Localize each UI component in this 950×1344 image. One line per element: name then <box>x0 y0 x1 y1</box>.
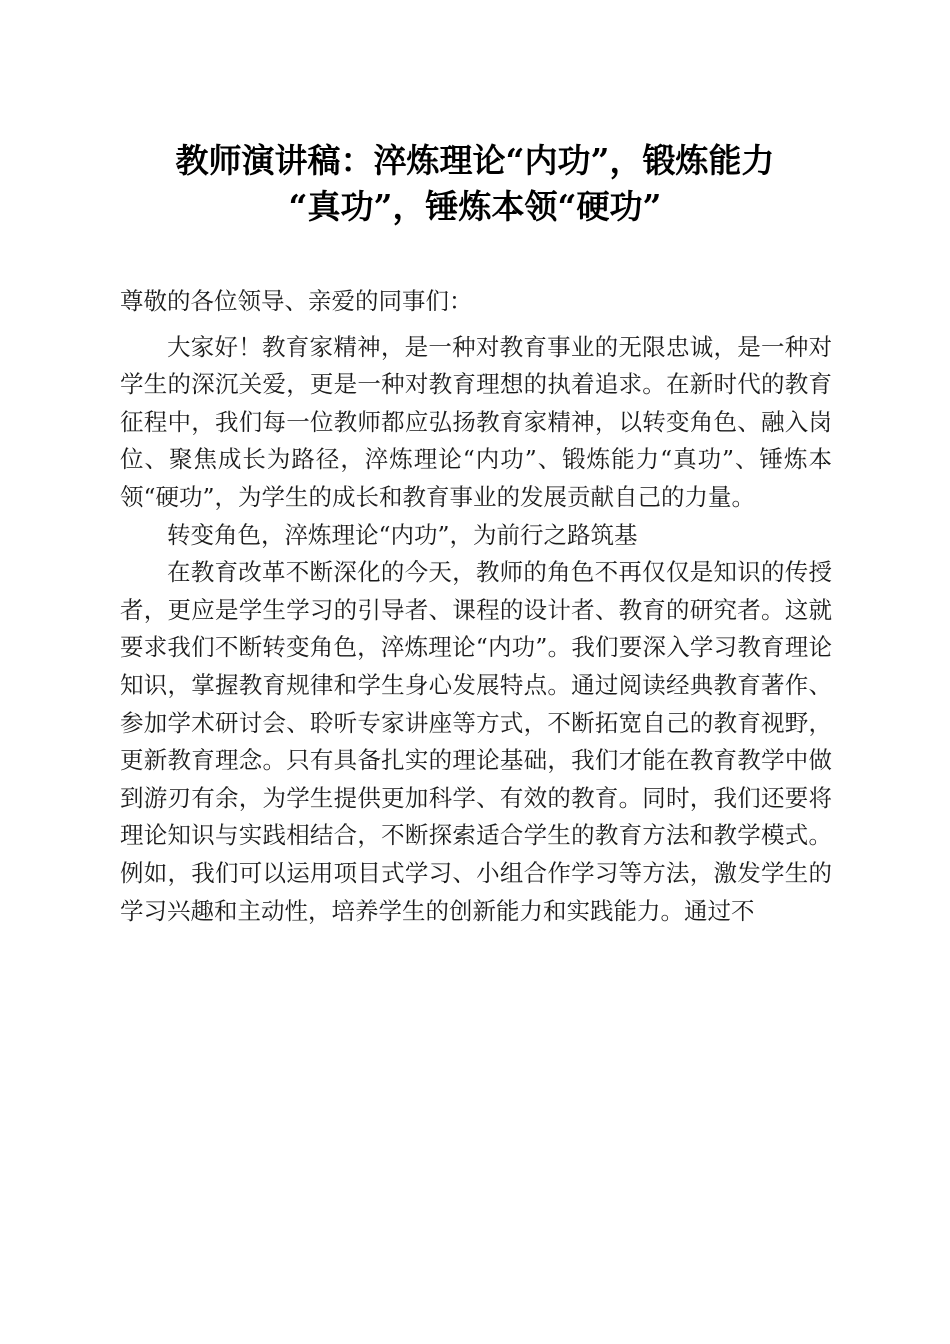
section-heading: 转变角色，淬炼理论“内功”，为前行之路筑基 <box>167 520 638 549</box>
paragraph-body: 在教育改革不断深化的今天，教师的角色不再仅仅是知识的传授者，更应是学生学习的引导者、课程的设计者、教育的研究者。这就要求我们不断转变角色，淬炼理论“内功”。我们要深入学习教育理论知识，掌握教育规律和学生身心发展特点。通过阅读经典教育著作、参加学术研讨会、聆听专家讲座等方式，不断拓宽自己的教育视野，更新教育理念。只有具备扎实的理论基础，我们才能在教育教学中做到游刃有余，为学生提供更加科学、有效的教育。同时，我们还要将理论知识与实践相结合，不断探索适合学生的教育方法和教学模式。例如，我们可以运用项目式学习、小组合作学习等方法，激发学生的学习兴趣和主动性，培养学生的创新能力和实践能力。通过不 <box>120 558 832 925</box>
title-line-2: “真功”，锤炼本领“硬功” <box>288 187 662 226</box>
document-body <box>120 283 832 930</box>
salutation: 尊敬的各位领导、亲爱的同事们： <box>120 287 473 315</box>
title-line-1: 教师演讲稿：淬炼理论“内功”，锻炼能力 <box>175 141 775 180</box>
document-title <box>80 138 870 230</box>
paragraph-greeting: 大家好！教育家精神，是一种对教育事业的无限忠诚，是一种对学生的深沉关爱，更是一种对教育理想的执着追求。在新时代的教育征程中，我们每一位教师都应弘扬教育家精神，以转变角色、融入岗位、聚焦成长为路径，淬炼理论“内功”、锻炼能力“真功”、锤炼本领“硬功”，为学生的成长和教育事业的发展贡献自己的力量。 <box>120 332 832 511</box>
